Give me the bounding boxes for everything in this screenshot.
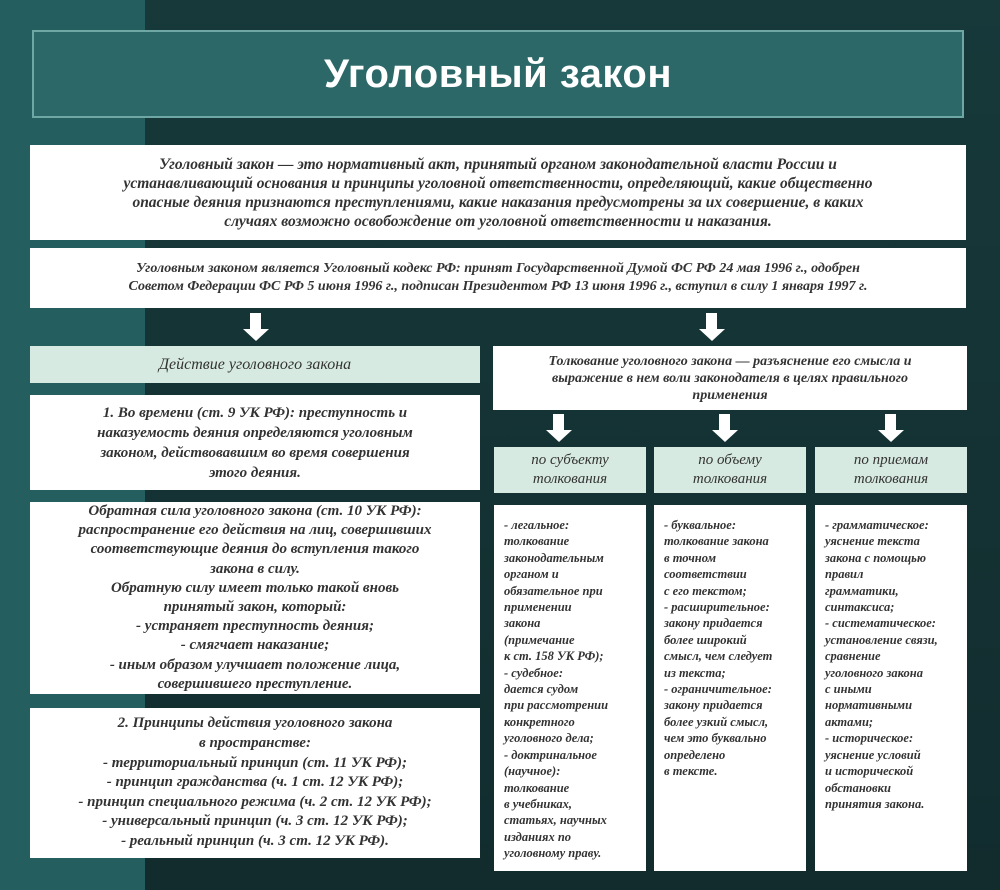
space-line: - принцип гражданства (ч. 1 ст. 12 УК РФ); xyxy=(106,774,404,791)
list-item-line: правил xyxy=(825,567,864,582)
interpretation-line: применения xyxy=(692,387,768,403)
list-item-line: более широкий xyxy=(664,632,747,647)
list-item-line: - систематическое: xyxy=(825,616,936,631)
criminal-code-line: Уголовным законом является Уголовный кодекс РФ: принят Государственной Думой ФС РФ 24 мая 1996 г., одобрен xyxy=(136,261,860,276)
list-item-line: статьях, научных xyxy=(504,813,607,828)
list-item-line: - ограничительное: xyxy=(664,682,772,697)
list-item-line: и исторической xyxy=(825,764,914,779)
list-item-line: закона xyxy=(504,616,541,631)
column-list-volume xyxy=(654,505,806,871)
list-item-line: в учебниках, xyxy=(504,796,572,811)
definition-line: Уголовный закон — это нормативный акт, принятый органом законодательной власти России и xyxy=(159,155,837,173)
list-item-line: более узкий смысл, xyxy=(664,714,769,729)
list-item-line: определено xyxy=(664,747,726,762)
list-item-line: в точном xyxy=(664,550,717,565)
interpretation-box xyxy=(493,346,967,410)
list-item-line: - доктринальное xyxy=(504,747,597,762)
list-item-line: уяснение текста xyxy=(825,534,920,549)
list-item-line: - судебное: xyxy=(504,665,563,680)
retro-line: распространение его действия на лиц, совершивших xyxy=(78,522,432,539)
definition-box xyxy=(30,145,966,240)
list-item-line: обстановки xyxy=(825,780,891,795)
list-item-line: - грамматическое: xyxy=(825,518,929,532)
retro-line: - иным образом улучшает положение лица, xyxy=(109,656,401,673)
retro-line: - смягчает наказание; xyxy=(180,637,330,654)
list-item-line: уяснение условий xyxy=(825,747,921,762)
title-banner xyxy=(32,30,964,118)
space-line: - универсальный принцип (ч. 3 ст. 12 УК РФ); xyxy=(102,813,408,830)
list-item-line: принятия закона. xyxy=(825,796,925,811)
list-item-line: применении xyxy=(504,600,572,615)
list-item-line: установление связи, xyxy=(825,632,938,647)
list-item-line: чем это буквально xyxy=(664,731,767,746)
arrow-down-icon xyxy=(885,414,896,430)
list-item-line: грамматики, xyxy=(825,583,899,598)
column-header-methods xyxy=(815,447,967,493)
list-item-line: (примечание xyxy=(504,632,575,647)
arrow-down-icon xyxy=(706,313,717,329)
definition-line: опасные деяния признаются преступлениями, какие наказания предусмотрены за их совершение, в каких xyxy=(132,193,864,211)
criminal-code-box xyxy=(30,248,966,308)
list-item-line: (научное): xyxy=(504,764,561,779)
arrow-down-icon xyxy=(719,414,730,430)
time-action-box xyxy=(30,395,480,490)
interpretation-line: Толкование уголовного закона — разъяснение его смысла и xyxy=(548,353,912,369)
list-item-line: закону придается xyxy=(664,616,763,631)
action-header-label: Действие уголовного закона xyxy=(158,355,352,373)
list-item-line: с его текстом; xyxy=(664,583,747,598)
column-header-subject xyxy=(494,447,646,493)
space-line: - территориальный принцип (ст. 11 УК РФ); xyxy=(103,754,407,771)
list-item-line: изданиях по xyxy=(504,829,572,844)
space-action-box xyxy=(30,708,480,858)
list-item-line: закону придается xyxy=(664,698,763,713)
retro-line: Обратная сила уголовного закона (ст. 10 УК РФ): xyxy=(88,502,422,519)
page-title: Уголовный закон xyxy=(323,51,673,96)
space-line: - реальный принцип (ч. 3 ст. 12 УК РФ). xyxy=(121,832,389,849)
retro-line: совершившего преступление. xyxy=(157,675,353,692)
list-item-line: смысл, чем следует xyxy=(664,649,773,664)
column-header-volume xyxy=(654,447,806,493)
list-item-line: закона с помощью xyxy=(825,550,927,565)
list-item-line: законодательным xyxy=(504,550,604,565)
list-item-line: актами; xyxy=(825,714,874,729)
time-line: наказуемость деяния определяются уголовным xyxy=(97,424,413,441)
arrow-down-icon xyxy=(250,313,261,329)
list-item-line: из текста; xyxy=(664,665,726,680)
list-item-line: дается судом xyxy=(504,682,579,697)
retroactive-force-box xyxy=(30,502,480,694)
list-item-line: обязательное при xyxy=(504,583,603,598)
list-item-line: уголовному праву. xyxy=(504,846,602,861)
arrow-down-icon xyxy=(553,414,564,430)
column-header-line: по приемам xyxy=(853,452,929,468)
retro-line: - устраняет преступность деяния; xyxy=(136,618,374,635)
retro-line: Обратную силу имеет только такой вновь xyxy=(110,579,400,596)
list-item-line: - легальное: xyxy=(504,518,570,532)
column-list-subject xyxy=(494,505,646,871)
list-item-line: синтаксиса; xyxy=(825,600,895,615)
list-item-line: в тексте. xyxy=(664,764,718,779)
column-header-line: толкования xyxy=(692,471,768,487)
definition-line: устанавливающий основания и принципы уголовной ответственности, определяющий, какие общественно xyxy=(123,174,873,192)
column-header-line: толкования xyxy=(853,471,929,487)
list-item-line: органом и xyxy=(504,567,559,582)
retro-line: принятый закон, который: xyxy=(163,599,347,615)
column-list-methods xyxy=(815,505,967,871)
list-item-line: сравнение xyxy=(825,649,881,664)
space-line: в пространстве: xyxy=(199,735,311,752)
list-item-line: - буквальное: xyxy=(664,518,737,532)
list-item-line: с иными xyxy=(825,682,872,697)
list-item-line: толкование xyxy=(504,780,570,795)
list-item-line: толкование закона xyxy=(664,534,769,549)
list-item-line: соответствии xyxy=(664,567,747,582)
space-line: 2. Принципы действия уголовного закона xyxy=(117,715,393,732)
column-header-line: по субъекту xyxy=(531,452,609,468)
time-line: законом, действовавшим во время совершения xyxy=(100,444,410,461)
list-item-line: при рассмотрении xyxy=(504,698,609,713)
list-item-line: нормативными xyxy=(825,698,913,713)
retro-line: закона в силу. xyxy=(210,560,300,577)
time-line: этого деяния. xyxy=(209,464,301,481)
retro-line: соответствующие деяния до вступления такого xyxy=(90,541,420,558)
list-item-line: к ст. 158 УК РФ); xyxy=(504,649,604,664)
definition-line: случаях возможно освобождение от уголовной ответственности и наказания. xyxy=(224,212,772,230)
list-item-line: - расширительное: xyxy=(664,600,770,615)
criminal-code-line: Советом Федерации ФС РФ 5 июня 1996 г., подписан Президентом РФ 13 июня 1996 г., вступил в силу 1 января 1997 г. xyxy=(128,279,868,294)
list-item-line: толкование xyxy=(504,534,570,549)
column-header-line: по объему xyxy=(698,452,762,468)
column-header-line: толкования xyxy=(532,471,608,487)
time-line: 1. Во времени (ст. 9 УК РФ): преступность и xyxy=(102,404,408,421)
list-item-line: конкретного xyxy=(504,714,575,729)
action-header xyxy=(30,346,480,383)
list-item-line: уголовного закона xyxy=(825,665,923,680)
space-line: - принцип специального режима (ч. 2 ст. 12 УК РФ); xyxy=(78,793,432,810)
interpretation-line: выражение в нем воли законодателя в целях правильного xyxy=(552,370,908,386)
list-item-line: уголовного дела; xyxy=(504,731,594,746)
list-item-line: - историческое: xyxy=(825,731,914,746)
